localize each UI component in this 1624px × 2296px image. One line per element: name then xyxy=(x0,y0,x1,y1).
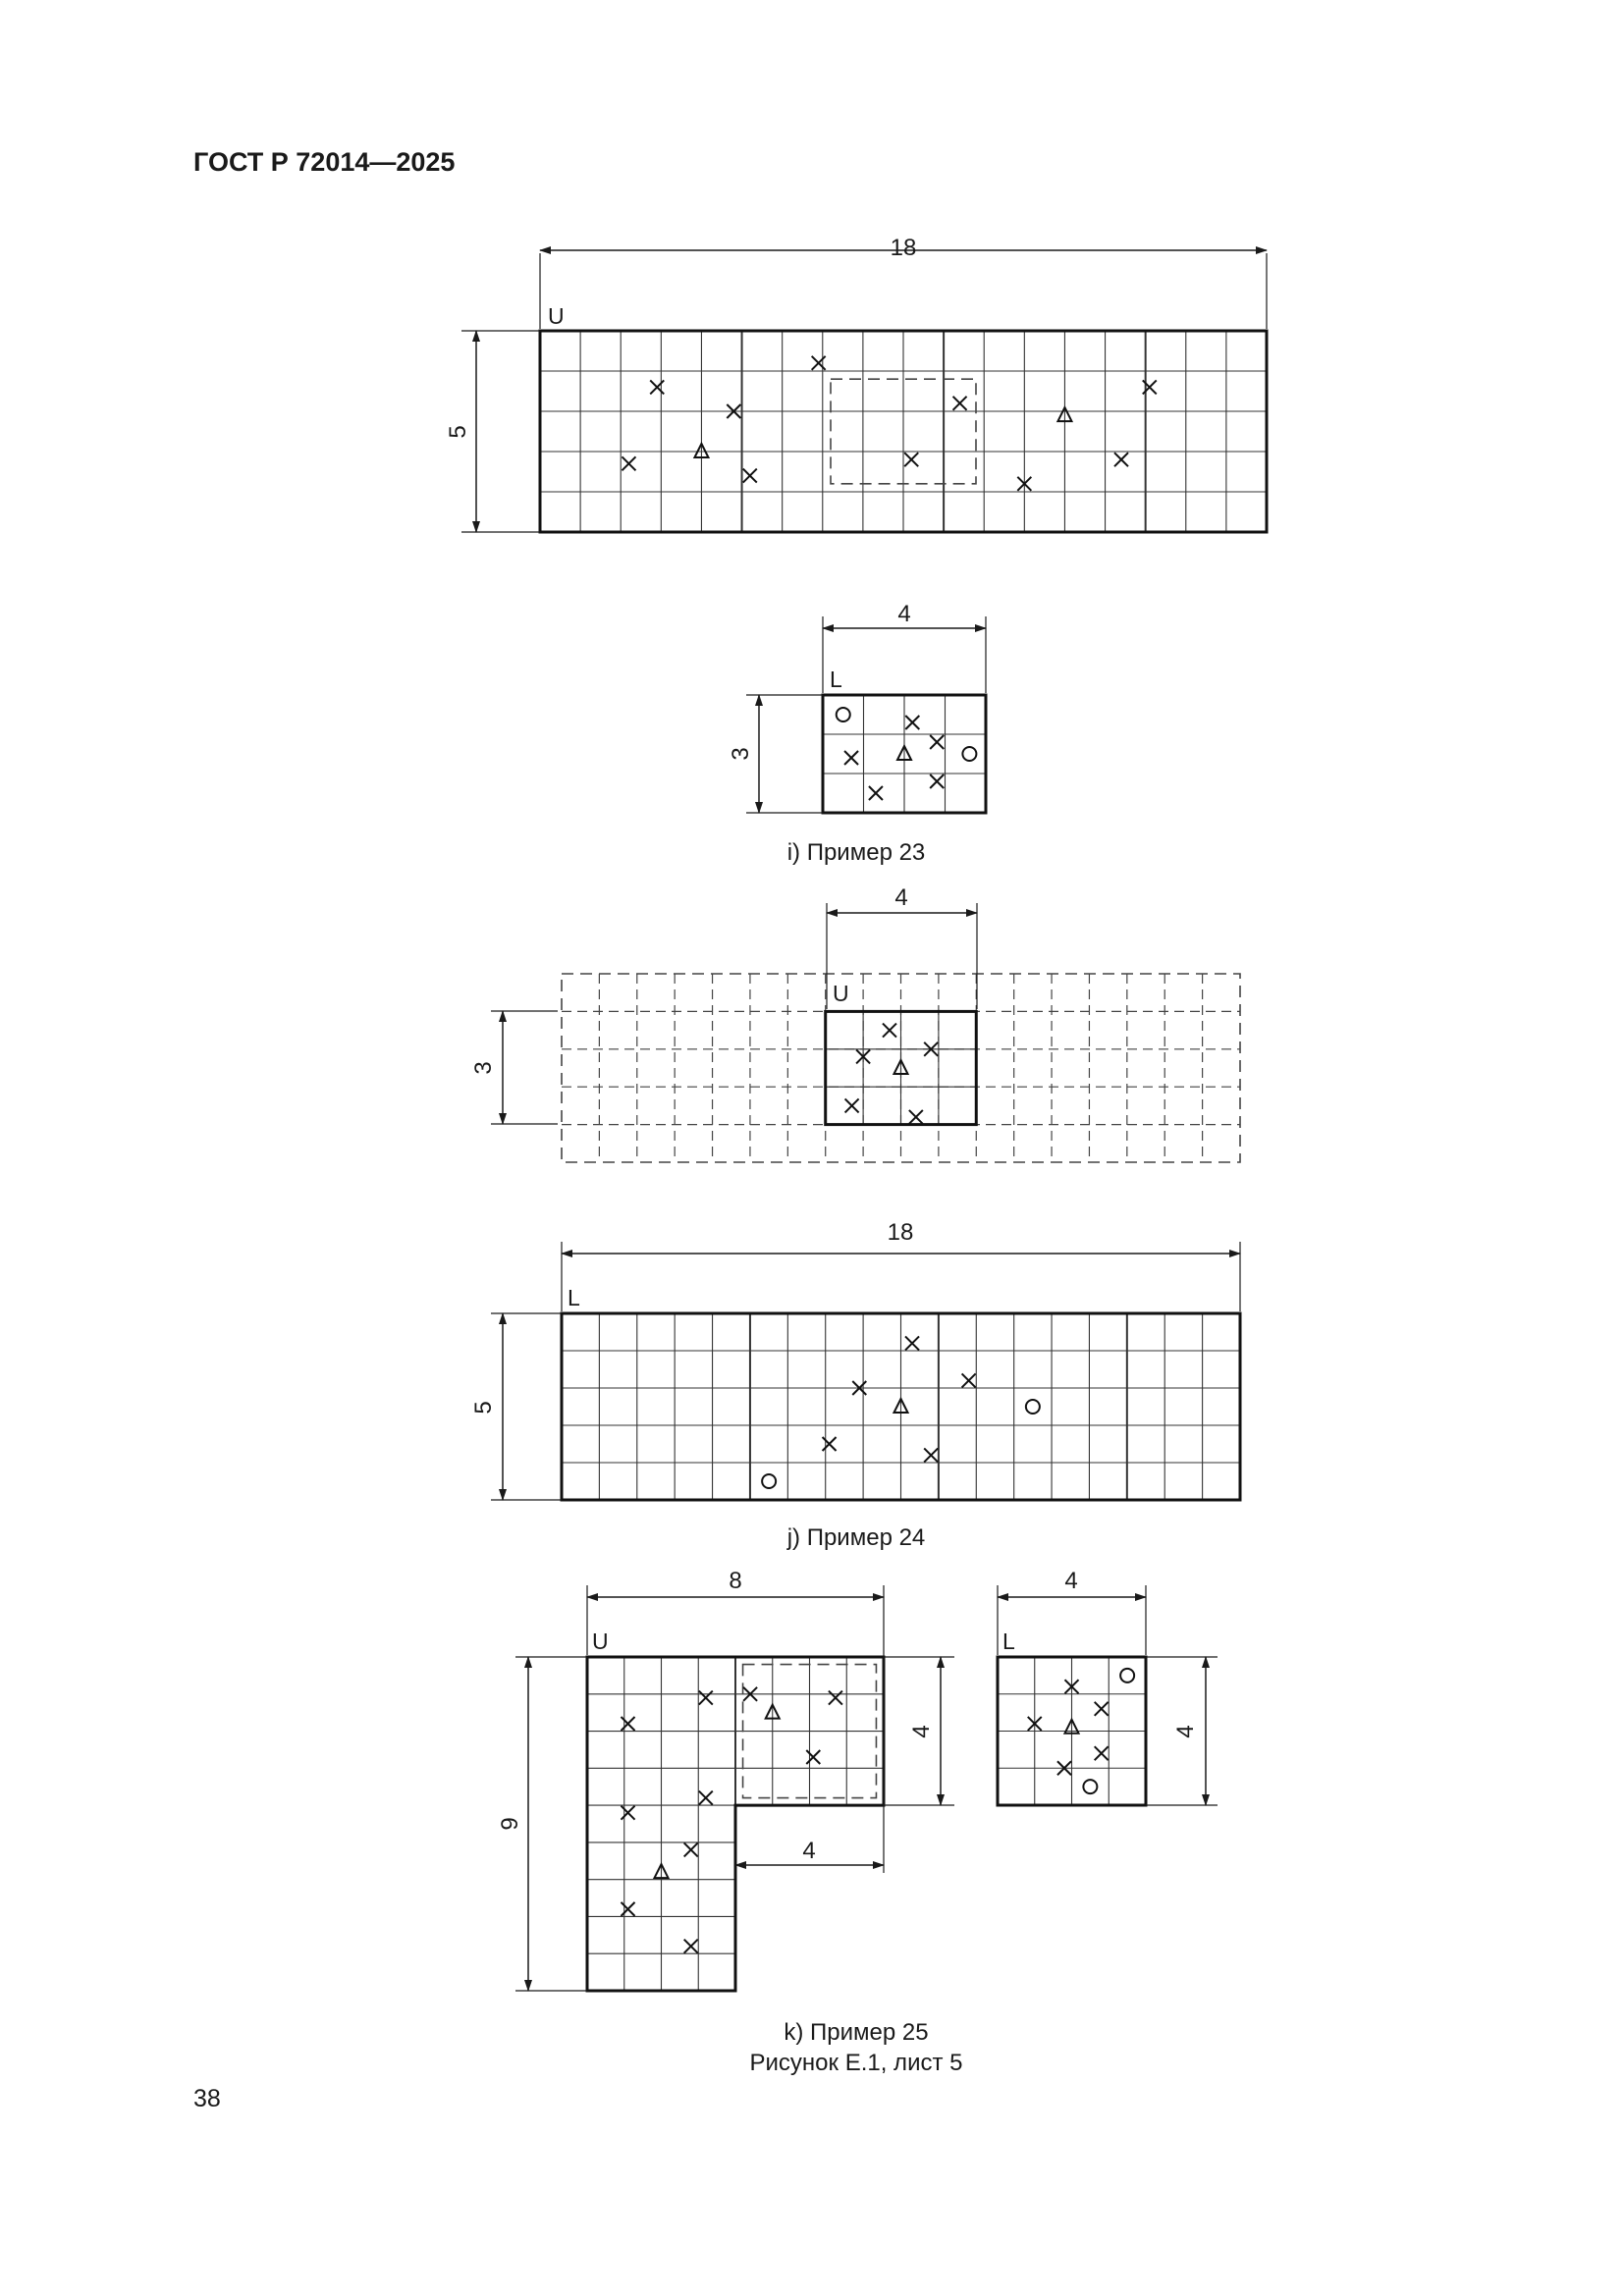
cross-mark xyxy=(684,1842,698,1856)
grid-label-l: L xyxy=(830,667,842,692)
dimension-height-label: 3 xyxy=(728,747,754,761)
page-number: 38 xyxy=(193,2085,221,2112)
caption-example-23: i) Пример 23 xyxy=(786,839,926,866)
cross-mark xyxy=(905,716,919,729)
dimension-height-label: 5 xyxy=(445,425,471,439)
dimension-height-label: 3 xyxy=(470,1061,497,1075)
cross-mark xyxy=(953,397,967,410)
cross-mark xyxy=(650,380,664,394)
circle-mark xyxy=(962,747,976,761)
example-23-u-grid xyxy=(540,331,1267,532)
grid-label-u: U xyxy=(592,1629,609,1654)
cross-mark xyxy=(930,774,944,788)
dimension-height-label: 4 xyxy=(1172,1725,1199,1738)
cross-mark xyxy=(883,1024,896,1038)
cross-mark xyxy=(622,456,635,470)
cross-mark xyxy=(930,735,944,749)
grid-label-l: L xyxy=(568,1285,580,1310)
dimension-height-label: 9 xyxy=(497,1817,523,1831)
example-23-l-grid xyxy=(823,695,986,813)
dimension-width-label: 4 xyxy=(894,884,908,911)
dimension-step-label: 4 xyxy=(802,1838,816,1864)
cross-mark xyxy=(829,1691,842,1705)
cross-mark xyxy=(699,1791,713,1805)
dimension-width-label: 4 xyxy=(897,601,911,627)
cross-mark xyxy=(869,786,883,800)
circle-mark xyxy=(1083,1780,1097,1793)
cross-mark xyxy=(622,1717,635,1731)
example-24-l-grid xyxy=(562,1313,1240,1500)
dimension-width-label: 18 xyxy=(890,235,917,261)
cross-mark xyxy=(845,1098,859,1112)
dimension-width-label: 18 xyxy=(887,1219,914,1246)
cross-mark xyxy=(1095,1702,1109,1716)
dimension-width-label: 4 xyxy=(1064,1568,1078,1594)
example-25-l-grid xyxy=(998,1657,1146,1805)
cross-mark xyxy=(622,1902,635,1916)
circle-mark xyxy=(1120,1669,1134,1682)
circle-mark xyxy=(837,708,850,721)
cross-mark xyxy=(684,1940,698,1953)
cross-mark xyxy=(823,1437,837,1451)
dimension-height-label: 5 xyxy=(470,1401,497,1415)
grid-label-u: U xyxy=(833,981,849,1006)
example-24-u-grid xyxy=(562,974,1240,1162)
example-25-u-grid xyxy=(587,1657,884,1991)
cross-mark xyxy=(622,1806,635,1820)
caption-example-25: k) Пример 25 xyxy=(784,2019,929,2046)
dimension-upper-height-label: 4 xyxy=(908,1725,935,1738)
standard-header: ГОСТ Р 72014—2025 xyxy=(193,147,456,177)
cross-mark xyxy=(812,356,826,370)
cross-mark xyxy=(699,1691,713,1705)
cross-mark xyxy=(962,1373,976,1387)
cross-mark xyxy=(743,469,757,483)
cross-mark xyxy=(905,1336,919,1350)
grid-label-l: L xyxy=(1002,1629,1015,1654)
cross-mark xyxy=(1095,1746,1109,1760)
caption-example-24: j) Пример 24 xyxy=(786,1524,926,1551)
cross-mark xyxy=(904,453,918,466)
figure-caption: Рисунок Е.1, лист 5 xyxy=(749,2050,963,2076)
cross-mark xyxy=(806,1750,820,1764)
grid-label-u: U xyxy=(548,303,565,329)
cross-mark xyxy=(924,1448,938,1462)
circle-mark xyxy=(1026,1400,1040,1414)
circle-mark xyxy=(762,1474,776,1488)
cross-mark xyxy=(909,1110,923,1124)
dimension-width-label: 8 xyxy=(729,1568,742,1594)
cross-mark xyxy=(844,751,858,765)
cross-mark xyxy=(1114,453,1128,466)
